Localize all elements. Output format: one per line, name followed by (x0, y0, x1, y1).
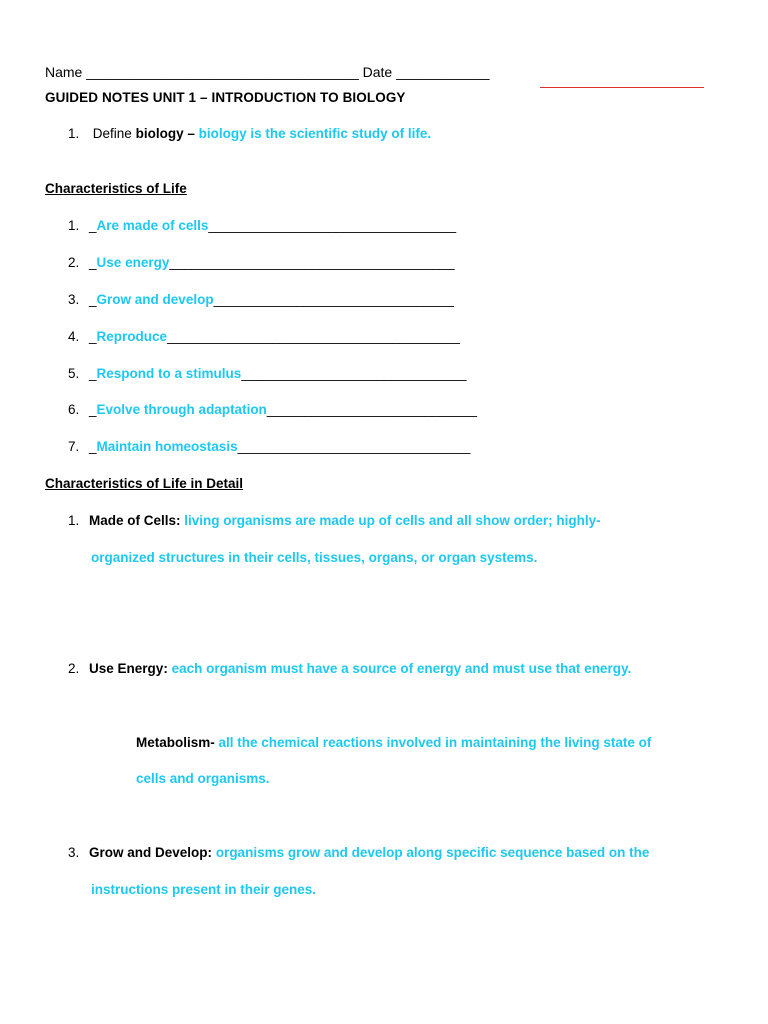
detail-item-grow (68, 845, 649, 860)
list-item (68, 402, 477, 417)
detail-label: Grow and Develop: (89, 845, 216, 860)
section-heading-characteristics: Characteristics of Life (45, 181, 187, 196)
red-underline-divider (540, 87, 704, 88)
blank-line: _______________________________ (237, 439, 471, 454)
list-number: 5. (68, 366, 80, 381)
characteristic-answer: Respond to a stimulus (96, 366, 242, 381)
blank-line: _________________________________ (208, 218, 457, 233)
list-number: 3. (68, 845, 80, 860)
detail-item-cells (68, 513, 601, 528)
detail-label: Use Energy: (89, 661, 172, 676)
blank-lead: _ (89, 439, 97, 454)
define-prefix: Define (92, 126, 136, 141)
blank-line: ________________________________ (213, 292, 454, 307)
list-number: 3. (68, 292, 80, 307)
metabolism-answer: all the chemical reactions involved in maintaining the living state of (218, 735, 652, 750)
list-number: 4. (68, 329, 80, 344)
characteristic-answer: Use energy (96, 255, 170, 270)
characteristic-answer: Reproduce (96, 329, 168, 344)
blank-lead: _ (89, 218, 97, 233)
blank-lead: _ (89, 402, 97, 417)
characteristic-answer: Are made of cells (96, 218, 209, 233)
blank-lead: _ (89, 366, 97, 381)
page-title: GUIDED NOTES UNIT 1 – INTRODUCTION TO BIOLOGY (45, 90, 406, 105)
detail-answer: organisms grow and develop along specific sequence based on the (215, 845, 650, 860)
blank-lead: _ (89, 255, 97, 270)
list-item (68, 366, 467, 381)
detail-answer-continued: instructions present in their genes. (91, 882, 317, 897)
list-number: 1. (68, 126, 80, 141)
characteristic-answer: Maintain homeostasis (96, 439, 238, 454)
list-number: 1. (68, 513, 80, 528)
list-item (68, 329, 460, 344)
blank-line: _______________________________________ (167, 329, 460, 344)
blank-line: ______________________________ (241, 366, 467, 381)
detail-answer: each organism must have a source of energy and must use that energy. (171, 661, 632, 676)
list-item (68, 439, 470, 454)
list-item (68, 292, 454, 307)
list-item (68, 218, 456, 233)
define-term: biology – (135, 126, 199, 141)
blank-line: ____________________________ (266, 402, 478, 417)
list-number: 6. (68, 402, 80, 417)
list-item (68, 255, 455, 270)
list-number: 2. (68, 255, 80, 270)
detail-label: Made of Cells: (89, 513, 185, 528)
blank-lead: _ (89, 292, 97, 307)
metabolism-definition (136, 735, 651, 750)
detail-item-energy (68, 661, 631, 676)
define-answer: biology is the scientific study of life. (198, 126, 432, 141)
blank-line: ______________________________________ (169, 255, 455, 270)
metabolism-answer-continued: cells and organisms. (136, 771, 270, 786)
define-biology (68, 126, 431, 141)
name-date-line: Name ___________________________________ Date ____________ (45, 64, 490, 80)
blank-lead: _ (89, 329, 97, 344)
section-heading-detail: Characteristics of Life in Detail (45, 476, 244, 491)
list-number: 2. (68, 661, 80, 676)
characteristic-answer: Evolve through adaptation (96, 402, 267, 417)
detail-answer: living organisms are made up of cells and all show order; highly- (184, 513, 601, 528)
characteristic-answer: Grow and develop (96, 292, 214, 307)
list-number: 7. (68, 439, 80, 454)
detail-answer-continued: organized structures in their cells, tissues, organs, or organ systems. (91, 550, 538, 565)
list-number: 1. (68, 218, 80, 233)
metabolism-label: Metabolism- (136, 735, 219, 750)
